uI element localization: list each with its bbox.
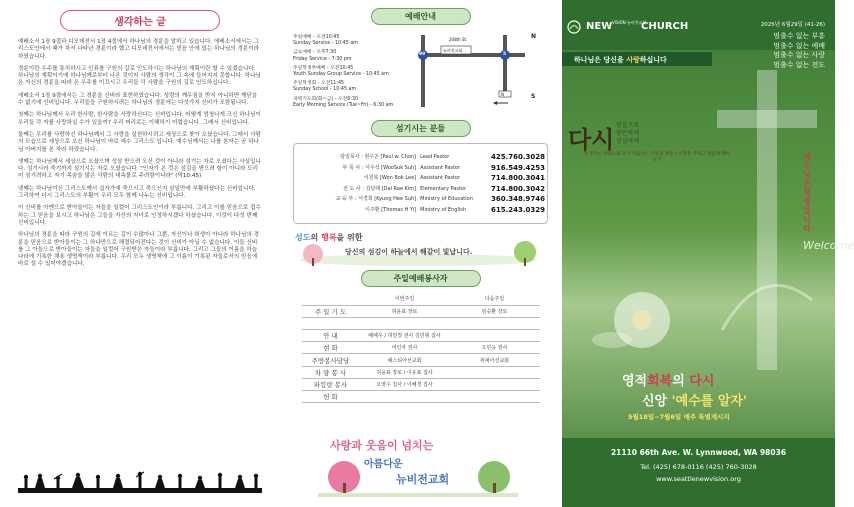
logo-vision-text: VISION 뉴비전교회 bbox=[612, 20, 647, 25]
essay-paragraph: 둘째는 우리를 사랑하신 하나님께서 그 사랑을 실천하시려고 세상으로 찾아 오셨습니다. 그래서 사람의 모습으로 세상으로 오신 하나님이 바로 예수 그리스도 입니다. 예수님께서는 나를 본자는 곧 하나님 아버지를 본 자라 하였습니다. bbox=[18, 131, 261, 153]
map-north-label: N bbox=[531, 33, 537, 40]
motto-item: 멈출수 없는 전도 bbox=[773, 60, 825, 69]
motto-list bbox=[773, 32, 825, 70]
revival-title-line2: 신앙 '예수를 알자' bbox=[642, 394, 747, 409]
bulletin-date: 2025년 6월29일 (41-26) bbox=[760, 22, 825, 28]
duty-table bbox=[302, 293, 540, 403]
motto-item: 멈출수 없는 부흥 bbox=[773, 32, 825, 40]
slogan-art-line3: 뉴비전교회 bbox=[396, 473, 450, 486]
slogan-art-line2: 아름다운 bbox=[364, 459, 403, 470]
map-south-label: S bbox=[531, 93, 536, 100]
motto-item: 멈출수 없는 예배 bbox=[773, 41, 825, 50]
map-street-label: 208th St. bbox=[449, 37, 468, 42]
service-list bbox=[293, 25, 413, 112]
logo-church-text: CHURCH bbox=[641, 21, 689, 32]
duty-row: 안 내 배해우 / 허민정 권사 김민형 집사 bbox=[302, 330, 540, 342]
service-banner bbox=[293, 230, 548, 270]
church-logo-icon bbox=[567, 20, 581, 34]
essay-paragraph: 에베소서 1장 9절에서는 그 경륜을 신비라 표현하였습니다. 성령의 깨우침을 받지 아니하면 깨닫을 수 없기에 신비입니다. 우리들을 구원하시려는 하나님의 경륜에는 다섯가지 신비가 포함됩니다. bbox=[18, 92, 258, 107]
essay-body bbox=[18, 39, 262, 269]
duty-row: 주방봉사담당 헤스티아선교회 위퍼어선교회 bbox=[302, 354, 540, 366]
duty-row: 차 량 봉 사 허윤표 장로 / 이유표 집사 bbox=[302, 366, 540, 378]
revival-title-line1: 영적회복의 다시 bbox=[622, 374, 715, 389]
service-item: 주일학생회 - 오전11:45 Sunday School - 10:45 am bbox=[293, 81, 357, 93]
staff-row: 이주환 [Thomas H Yi] Ministry of English 615.243.0329 bbox=[365, 205, 546, 214]
worship-section bbox=[293, 25, 548, 112]
essay-paragraph: 넷째는 하나님이신 그리스도께서 십자가에 죽으시고 죽으신지 삼일만에 부활하셨다는 신비입니다. 그리하여 다시 그리스도의 부활이 우리 모두 함께 나누는 신비입니다. bbox=[18, 185, 256, 200]
duty-row: 주 일 기 도 허윤표 장로 임승환 장로 bbox=[302, 305, 540, 317]
duty-row: 헌 화 bbox=[302, 391, 540, 403]
service-item: 새벽기도회(화~금) - 오전6:30 Early Morning Service (Tue~Fri) - 6:30 am bbox=[293, 96, 394, 108]
essay-paragraph: 경륜이란 우주를 통치하시고 인류를 구원의 길로 인도하시는 하나님의 계획이란 할 수 있겠습니다. 하나님의 계획이기에 하나님께로부터 나온 것이지 사람의 생각이 그 속에 들어지지 못합니다. 하나님은 자신의 경륜을 따라 온 우주를 이끄시고 우리들 각 사람을 구원의 길로 인도하십니다. bbox=[18, 65, 261, 87]
church-phone: Tel. (425) 678-0116 (425) 760-3028 bbox=[640, 463, 757, 471]
location-map bbox=[413, 31, 543, 111]
map-exit-label: N bbox=[501, 92, 504, 97]
church-slogan-art bbox=[318, 435, 518, 497]
motto-item: 멈출수 없는 사랑 bbox=[773, 51, 825, 60]
cover-panel bbox=[562, 0, 854, 507]
staff-title: 섬기시는 분들 bbox=[371, 120, 471, 137]
vertical-welcome: Welcome bbox=[803, 239, 854, 252]
vertical-phrase: 예수님은 생명입니다 bbox=[803, 152, 811, 233]
staff-row: 전 도 사 : 김달래 [Dal Rae Kim] Elementary Pastor 714.800.3042 bbox=[343, 184, 546, 193]
staff-row: 부 목 사 : 서우석 [WooSuk Suh] Assistant Pastor 916.549.4253 bbox=[342, 163, 546, 172]
church-address: 21110 66th Ave. W. Lynnwood, WA 98036 bbox=[610, 448, 787, 457]
logo-new-text: NEW bbox=[586, 21, 613, 32]
silhouette-crowd-illustration bbox=[18, 471, 262, 493]
banner-title: 성도의 행복을 위한 bbox=[295, 233, 363, 243]
road-5-label: 5 bbox=[503, 52, 507, 57]
essay-paragraph: 첫째는 하나님께서 우리 한사람, 한사람을 사랑하신다는 신비입니다. 어떻게 엄청나게 크신 하나님이 우리들 각 자를 사랑하실 수가 있을까? 우리 머리로는 이해하기 어렵습니다. 그래서 신비입니다. bbox=[18, 112, 261, 126]
banner-caption: 당신의 섬김이 하늘에서 해같이 빛납니다. bbox=[345, 248, 473, 257]
map-church-label: 뉴비전교회 bbox=[443, 48, 463, 53]
duty-row: 파킹랏 봉사 오영수 집사 / 이혜경 집사 bbox=[302, 378, 540, 390]
faith-trio: 믿음으로 충만하게 신실하게 bbox=[616, 122, 640, 145]
staff-row: 담임목사 : 현우곤 [Paul w. Chon] Lead Pastor 425.760.3028 bbox=[340, 153, 546, 162]
service-item: 금요예배 - 오후7:30 Friday Service - 7:30 pm bbox=[293, 50, 352, 62]
staff-list bbox=[293, 143, 548, 224]
essay-paragraph: 하나님의 경륜을 따라 구원의 길에 이르는 길이 수많아나 그뿐, 자신이나 희생이 아니라 하나님의 경륜을 믿음으로 받아들이는 그 하나만으로 해결되어진다는 것이 신비가 아닐 수 없습니다. 이들 신비를 그 아들으로 받아들이는 자들을 일컬어 구원받은 자들이라 부릅니다. 그리고 그들의 이름을 하늘나라에 기록한 채용 생명책이라 부릅니다. 우리 모두 생명책에 그 이름이 기록된 자들로서의 믿음에 바로 설 수 있어야겠습니다. bbox=[18, 232, 260, 268]
church-website: www.seattlenewvision.org bbox=[656, 475, 741, 483]
big-calligraphy: 다시 bbox=[568, 125, 615, 154]
essay-paragraph: 예배소서 1장 9절과 디모데전서 1장 4절에서 하나님의 경륜을 말하고 있습니다. 에베소서에서는 그리스도안에서 때가 차서 나타난 경륜이라 했고 디모데전서에서는 믿음 안에 있는 하나님의 경륜이라 하였습니다. bbox=[18, 39, 260, 60]
service-item: 주일학생부예배 - 오전10:45 Youth Sunday Group Service - 10:45 am bbox=[293, 65, 389, 78]
duty-title: 주일예배봉사자 bbox=[361, 270, 481, 287]
cover-footer bbox=[562, 438, 835, 507]
duty-header-row: 이번주일 다음주일 bbox=[302, 293, 540, 305]
staff-row: 교 육 부 : 서경희 [Kyung Hee Suh] Ministry of Education 360.348.9746 bbox=[335, 195, 546, 204]
info-panel bbox=[283, 0, 558, 507]
love-slogan: 하나님은 당신을 사랑하십니다 bbox=[574, 56, 667, 64]
essay-title: 생각하는 글 bbox=[60, 10, 220, 31]
slogan-art-line1: 사랑과 웃음이 넘치는 bbox=[330, 439, 434, 452]
cover-subtext: 주사가는 사람으로 다시 거듭나는 신앙의 부흥 / 소망을 가지고 새롭게 태어나기 bbox=[583, 152, 731, 163]
essay-paragraph: 이 신비를 아멘으로 받아들이는 자들을 일컬어 그리스도인이라 부릅니다. 그리고 이를 믿음으로 접수하는 그 믿음을 보시고 하나님은 그들을 자신의 자녀로 인정하시겠다 하셨습니다. 이것이 다섯 번째 신비입니다. bbox=[18, 205, 261, 226]
essay-panel bbox=[0, 0, 280, 507]
service-item: 주일예배 - 오전10:45 Sunday Service - 10:45 am bbox=[293, 35, 358, 47]
highway-99-label: 99 bbox=[419, 52, 426, 57]
worship-title: 예배안내 bbox=[371, 8, 471, 25]
staff-row: 이원복 [Won Bok Lee] Assistant Pastor 714.800.3041 bbox=[363, 174, 546, 183]
special-meeting-dates: 5월18일~7월6일 매주 특별계시지 bbox=[628, 413, 730, 421]
duty-row bbox=[302, 317, 540, 329]
flower-illustration bbox=[582, 280, 702, 360]
essay-paragraph: 셋째는 하나님께서 세상으로 오셨으며 성삼 받으려 오신 것이 아니라 섬기는 자로 오셨다는 사실입니다. 섬기시러 죽기까지 섬기시는 자로 오셨습니다. "인자가 온 것은 섬김을 받으려 함이 아니라 도리어 섬기려하고 자기 목숨을 많은 사람의 대속물로 주려함이니라" (막10:45) bbox=[18, 158, 261, 180]
duty-row: 현 화 여인자 권사 오민옥 권사 bbox=[302, 342, 540, 354]
